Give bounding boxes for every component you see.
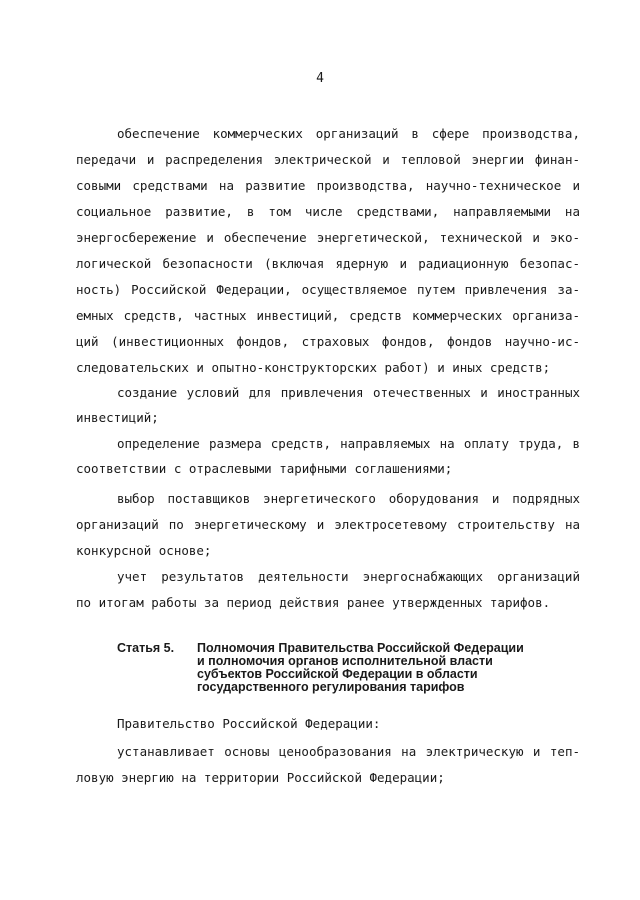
article-title-line-4: государственного регулирования тарифов xyxy=(197,680,465,694)
page-number: 4 xyxy=(316,71,324,86)
paragraph-1-line-7: ность) Российской Федерации, осуществляемое путем привлечения за- xyxy=(76,282,580,297)
paragraph-5-line-1: учет результатов деятельности энергоснабжающих организаций xyxy=(117,569,580,584)
article-title-line-1: Полномочия Правительства Российской Федерации xyxy=(197,641,524,655)
paragraph-3-line-2: соответствии с отраслевыми тарифными соглашениями; xyxy=(76,461,453,476)
paragraph-1-line-8: емных средств, частных инвестиций, средств коммерческих организа- xyxy=(76,308,580,323)
paragraph-1-line-9: ций (инвестиционных фондов, страховых фондов, фондов научно-ис- xyxy=(76,334,580,349)
paragraph-1-line-4: социальное развитие, в том числе средствами, направляемыми на xyxy=(76,204,580,219)
paragraph-1-line-1: обеспечение коммерческих организаций в сфере производства, xyxy=(117,126,580,141)
paragraph-1-line-5: энергосбережение и обеспечение энергетической, технической и эко- xyxy=(76,230,580,245)
paragraph-6-line-1: устанавливает основы ценообразования на электрическую и теп- xyxy=(117,744,580,759)
paragraph-3-line-1: определение размера средств, направляемых на оплату труда, в xyxy=(117,436,580,451)
paragraph-1-line-10: следовательских и опытно-конструкторских работ) и иных средств; xyxy=(76,360,551,375)
paragraph-2-line-1: создание условий для привлечения отечественных и иностранных xyxy=(117,385,580,400)
paragraph-4-line-2: организаций по энергетическому и электросетевому строительству на xyxy=(76,517,580,532)
paragraph-6-line-2: ловую энергию на территории Российской Федерации; xyxy=(76,770,445,785)
paragraph-1-line-3: совыми средствами на развитие производства, научно-техническое и xyxy=(76,178,580,193)
article-title-line-2: и полномочия органов исполнительной власти xyxy=(197,654,493,668)
government-intro-line: Правительство Российской Федерации: xyxy=(117,716,381,731)
paragraph-2-line-2: инвестиций; xyxy=(76,410,159,425)
article-title-line-3: субъектов Российской Федерации в области xyxy=(197,667,478,681)
paragraph-5-line-2: по итогам работы за период действия ранее утвержденных тарифов. xyxy=(76,595,551,610)
paragraph-1-line-6: логической безопасности (включая ядерную и радиационную безопас- xyxy=(76,256,580,271)
article-label: Статья 5. xyxy=(117,641,175,655)
paragraph-4-line-3: конкурсной основе; xyxy=(76,543,212,558)
paragraph-1-line-2: передачи и распределения электрической и тепловой энергии финан- xyxy=(76,152,580,167)
paragraph-4-line-1: выбор поставщиков энергетического оборудования и подрядных xyxy=(117,491,580,506)
